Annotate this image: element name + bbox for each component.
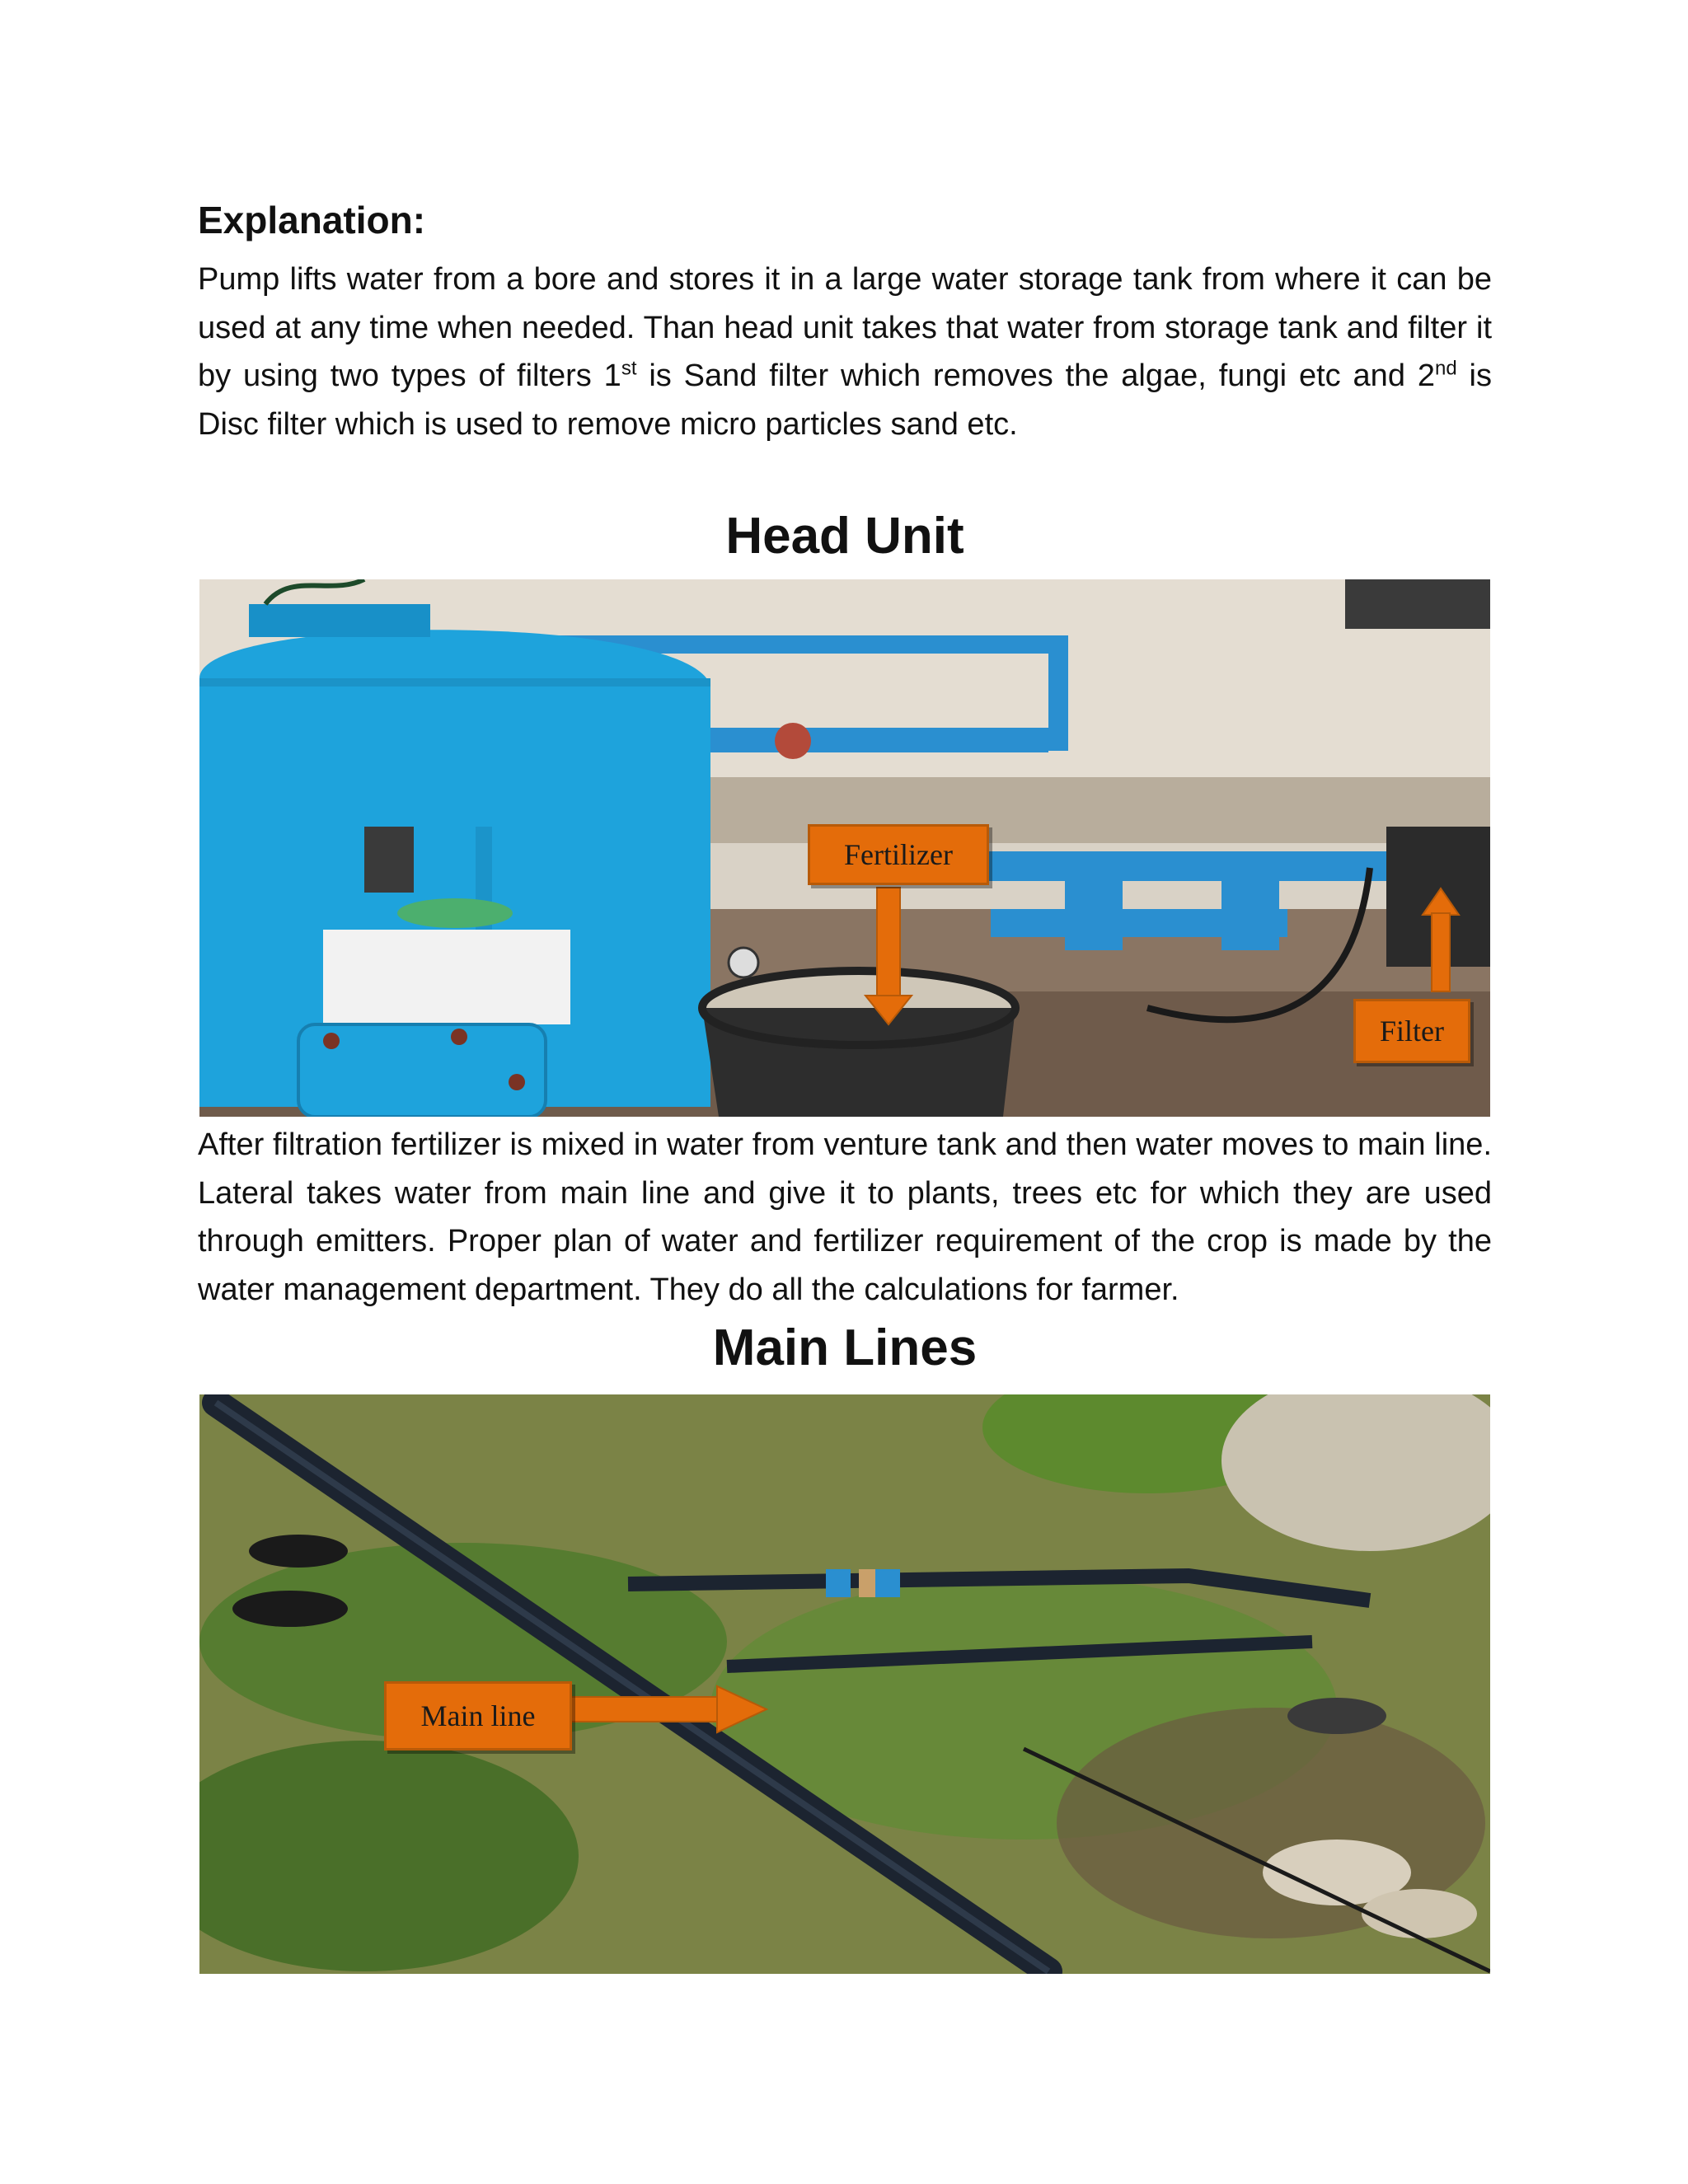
explanation-heading: Explanation: — [198, 199, 426, 241]
filter-callout: Filter — [1353, 999, 1470, 1063]
superscript-st: st — [621, 357, 637, 380]
main-lines-title: Main Lines — [712, 1319, 978, 1376]
main-line-callout: Main line — [384, 1681, 572, 1750]
explanation-text-part-2: is Sand filter which removes the algae, fungi etc and 2 — [636, 359, 1435, 393]
explanation-paragraph — [198, 255, 1492, 448]
middle-paragraph: After filtration fertilizer is mixed in water from venture tank and then water moves to main line. Lateral takes water from main line and give it to plants, trees etc for which they are used through emitters. Proper plan of water and fertilizer requirement of the crop is made by the water management department. They do all the calculations for farmer. — [198, 1127, 1492, 1307]
head-unit-title: Head Unit — [725, 508, 964, 565]
fertilizer-callout: Fertilizer — [808, 824, 989, 885]
explanation-text-part-1: Pump lifts water from a bore and stores it in a large water storage tank from where it can be used at any time when needed. Than head unit takes that water from storage tank and filter it by using two types of filters 1 — [198, 262, 1492, 393]
explanation-text-part-3: is Disc filter which is used to remove micro particles sand etc. — [198, 359, 1492, 442]
superscript-nd: nd — [1434, 357, 1457, 380]
